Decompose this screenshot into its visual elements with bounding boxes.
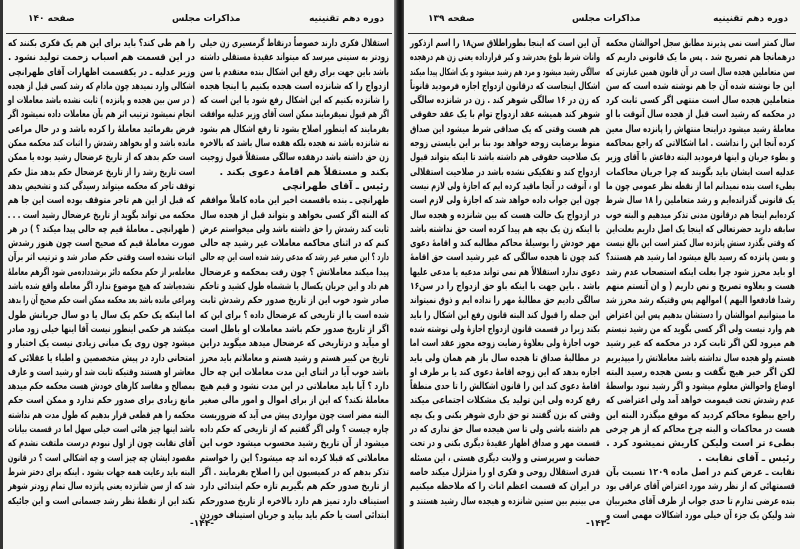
text-line: توقف تاجر که محکمه میتواند رسیدگی کند و تشخیص بدهد <box>7 180 196 192</box>
text-line: سالگی دادیم حق مطالبهٔ مهر را نداده ایم و ذوق نمیتواند <box>410 295 600 307</box>
text-line: هم داشته باشی ولی تا سن هیجده سال حق نداری که در <box>409 424 600 436</box>
text-line: میشود چون روی یک مبانی زیادی نیست یک اختبار و <box>8 338 195 350</box>
text-line: ازدواج را که شانزده است هجده بکنیم یا اینجا هجده <box>200 80 389 92</box>
text-line: بکند و مستقلاً هم اقامهٔ دعوی بکند . <box>219 166 389 178</box>
text-line: استیناف دارد تمیز هم دارد بالاخره از تاریخ صدورحکم <box>200 495 389 507</box>
text-line: محکمه می تواند بگوید از تاریخ عرضحال رشید است . . . <box>7 209 195 221</box>
page-footer-number: -۱۴۳- <box>586 519 610 529</box>
text-line: ازدواج کند و تفکیکی نشده باشد در صلاحیت استقلالی <box>410 166 600 178</box>
text-line: اثبات نشده است وقتی حکم صادر شد و ترتیب اثر برآن <box>7 252 195 264</box>
text-line: مانع زیادی برای صدور حکم ندارد و ممکن است حکم <box>8 395 195 407</box>
text-line: شوهر کند همیشه عقد ازدواج توام با یک عقد حقوقی <box>409 109 600 121</box>
text-line: شد ولیکن یک جزء آن خیلی مورد اشکالات مهمی است و <box>606 509 795 521</box>
text-line: این جمله را قبول کند البته قانون رفع این اشکال را باید <box>409 309 600 321</box>
text-line: منوط برضایت زوجه خواهد بود بنا بر این بایستی زوجه <box>410 138 600 150</box>
text-line: اما اینکه یک حکم یک سال یا دو سال جریانش طول <box>8 309 195 321</box>
text-line: باشد . باین جهت با اینکه باو حق ازدواج را در سن۱۶ <box>410 281 600 293</box>
text-line: معاشر او هستند وقتیکه ثابت شد او رشید است و عارف <box>8 366 195 378</box>
text-line: معامله‌بر از حکم محکمه دائر برشدداده‌می شود اگرهم معاملهٔ <box>7 266 196 278</box>
text-line: زن حق داشته باشد درهفده سالگی مستقلاً قبول زوجیت <box>200 152 389 164</box>
text-line: نه شانزده باشد نه هجده بلکه هفده سال باشد که بالاخره <box>200 138 389 150</box>
text-line: اوضاع واحوالش معلوم میشود و اگر رشید نبود بواسطهٔ <box>605 381 795 393</box>
header-title: مذاکرات مجلس <box>572 14 641 24</box>
text-line: هستم ولو هجده سال نداشته باشد معاملاتش را میپذیریم <box>605 352 795 364</box>
text-line: البته مضر است چون مواردی پیش می آید که ضروریست <box>199 409 389 421</box>
text-line: است تاریخ رشد را از تاریخ عرضحال حکم بدهد مثل حکم <box>7 166 195 178</box>
text-line: کرده آنجا این را نداشت . اما اشکالاتی که راجع بمحاکمه <box>605 138 795 150</box>
text-line: هم میرود لکن اگر ثابت کرد در محکمه که غیر رشید <box>606 338 795 350</box>
text-line: اقامهٔ دعوی کند این را قانون اشکالش را تا حدی منطقاً <box>410 381 600 393</box>
text-line: از تاریخ صدور حکم هم بگیریم تازه حکم ابتدائی دارد <box>200 481 389 493</box>
text-line: راجع ببطوء محاکم کردید که موقع میگذرد البته این <box>606 409 795 421</box>
text-line: دارد ؟ آیا باید معاملاتی در این مدت نشود و قیم هیچ <box>200 381 389 393</box>
text-line: در ازدواج یک حالت هست که بین شانزده و هجده سال <box>410 209 600 221</box>
text-line: سن متعاملین هجده سال است در آن قانون همین عبارتی که <box>605 66 795 78</box>
text-line: حضانت و سرپرستی و ولایت دیگری هستی ، این مسئله <box>409 452 600 464</box>
text-line: سابقه دارید حضرتعالی که اینجا یک اصل داریم بعلت‌این <box>606 223 795 235</box>
text-line: سال کمتر است نمی پذیرند مطابق سجل احوالشان محکمه <box>606 38 795 49</box>
text-line: پیدا میکند معاملاتش ؟ چون رفت بمحکمه و عرضحال <box>199 266 389 278</box>
text-line: دارد ؟ این صغیر غیر رشد که مدعی رشد شده است این چه حالی <box>200 252 389 264</box>
text-line: چون این جواب داده خواهد شد که اجازهٔ ولی لازم است <box>409 195 600 207</box>
text-line: عدلیه است ایشان باید بگویند که چرا جریان محاکمات <box>606 166 795 178</box>
header-page-number: صفحه ۱۴۰ <box>28 14 75 24</box>
text-line: رشدا فادفعوا الیهم ) اموالهم پس وقتیکه رشد محرز شد <box>605 295 795 307</box>
text-line: بمصالح و مفاسد کارهای خودش هست محکمه حکم میدهد <box>7 381 196 393</box>
text-line: در محکمه که رشید است قبل از هجده سال آنوقت با او <box>605 109 795 121</box>
text-line: این جا نوشته شده آن جا هم نوشته شده است که سن <box>605 80 795 92</box>
text-line: صورت معاملهٔ قیم که صحیح است چون هنوز رشدش <box>8 238 195 250</box>
text-line: یک صلاحیت حقوقی هم داشته باشد تا اینکه بتواند قبول <box>410 152 600 164</box>
text-line: بنده عرضی ندارم تا حدی جواب از طرف آقای مخبربیان <box>606 495 795 507</box>
text-line: باشد اینها چیز هائی است خیلی سهل اما در قسمت بیانات <box>7 424 195 436</box>
speaker-heading: رئیس ـ آقای طهرانچی <box>282 180 389 192</box>
text-line: شده است یا از تاریخی که عرضحال داده ؟ برای این که <box>199 309 389 321</box>
text-line: هم وارد نیست ولی اگر کسی بگوید که من رشید نیستم <box>605 323 795 335</box>
text-line: باشد باین جهت برای رفع این اشکال بنده معتقدم یا سن <box>199 66 389 78</box>
text-line: را شانزده بکنیم که این اشکال رفع شود یا این است که <box>199 95 389 107</box>
text-line: آقای نقابت چون از اول نبودم درست ملتفت نشدم که <box>7 438 195 450</box>
text-line: استقلال فکری دارند خصوصاً درنقاط گرمسیری زن خیلی <box>200 38 389 49</box>
text-line: طهرانچی ـ بنده باقسمت اخیر این ماده کاملاً موافقم <box>200 195 389 207</box>
text-line: معاملهٔ نکند؟ که این از برای اموال و امور مالی صغیر <box>200 395 389 407</box>
text-line: میکشد هر حکمی اینطور نیست آقا اینها خیلی زود صادر <box>7 323 195 335</box>
text-line: هست و بعلاوه تصریح و نص داریم ( و ان آنستم منهم <box>606 281 795 293</box>
text-line: بکند زیرا در قسمت قانون ازدواج اجازهٔ ولی نوشته شده <box>409 323 600 335</box>
text-line: خوب اجازهٔ ولی بعلاوهٔ رضایت زوجه مجوز عقد است اما <box>409 338 600 350</box>
header-page-number: صفحه ۱۳۹ <box>428 14 475 24</box>
text-line: محکمه را هم قطعی قرار بدهیم که طول مدت هم نداشته <box>8 409 195 421</box>
text-line: او میآید و درتاریخی که عرضحال میدهد میگوید دراین <box>199 338 389 350</box>
column-left <box>410 37 600 509</box>
text-line: سالگی رشید میشود و مرد هم رشید میشود و یک اشکال پیدا میکند <box>410 66 600 78</box>
text-line: اگر هم قبول نمیفرمایند ممکن است آقای وزیر عدلیه موافقت <box>200 109 389 121</box>
text-line: انجام نمیشود ترتیب اثر هم بآن معاملات داده نمیشود اگر <box>8 109 195 121</box>
text-line: عدم رشدش تحت قیمومت خواهد آمد ولی اعتراضی که <box>606 395 795 407</box>
text-line: ومراعی مانده باشد بعد محکمه ممکن است حکم صحیح آن را بدهد <box>7 295 196 307</box>
text-line: قسمت مهر و صداق اظهار عقیدهٔ دیگری بکنی و در تحت <box>409 438 600 450</box>
text-line: ثابت کند رشدش را حق داشته باشد ولی میخواستم عرض <box>199 223 389 235</box>
text-line: چاره چیست ؟ ولی اگر گفتیم که از تاریخی که حکم داده <box>199 424 389 436</box>
text-line: با اینکه زن یک بچه هم پیدا کرده است حق نداشته باشد <box>410 223 600 235</box>
text-line: زودتر به سنینی میرسد که میتواند عقیدهٔ مستقلی داشته <box>200 52 389 64</box>
text-line: امتحانی دارد در پیش متخصصین و اطباء یا عقلائی که <box>8 352 195 364</box>
text-line: نقابت ـ عرض کنم در اصل ماده ۱۲۰۹ نسبت بآن <box>606 466 795 478</box>
text-line: مقصود ایشان چه چیز است و چه اشکالی است ؟ در قانون <box>7 452 196 464</box>
text-line: ما میتوانیم اموالشان را دستشان بدهیم پس این اعتراض <box>606 309 795 321</box>
text-line: قدری استقلال روحی و فکری او را متزلزل میکند خاصه <box>409 466 600 478</box>
text-line: او ، آنوقت در آنجا ماقید کرده ایم که اجازهٔ ولی لازم نیست <box>410 180 600 192</box>
text-line: او باید محرز شود چرا بعلت اینکه استصحاب عدم رشد <box>606 266 795 278</box>
text-line: هم داد و این جریان یکسال یا ششماه طول کشید و تاحکم <box>199 281 389 293</box>
header-title: مذاکرات مجلس <box>172 14 241 24</box>
text-line: معاملهٔ رشید میشود دراینجا منتهاش را پانزده سال معین <box>605 123 795 135</box>
text-line: و بطوء جریان و اینها فرمودید البته دفاعش با آقای وزیر <box>605 152 795 164</box>
text-line: کرده‌ایم اینجا هم درقانون مدنی تذکر میدهیم و البته خوب <box>605 209 795 221</box>
text-line: آن این است که اینجا بطوراطلاق سن۱۸ را اسم ازذکور <box>409 38 600 49</box>
text-line: رفع کرده ولی این تولید یک مشکلات اجتماعی میکند <box>410 395 600 407</box>
text-line: وقتی که بزن گفتند تو حق داری شوهر بکنی و یک بچه <box>410 409 600 421</box>
text-line: نکند این از نقطهٔ نظر رشد جسمانی است و این جائیکه <box>7 495 196 507</box>
text-line: تاریخ من کبیر هستم و رشید هستم و معاملاتم باید محرز <box>199 352 389 364</box>
text-line: که قبل از این هم تاجر متوقف بوده است این جا هم <box>7 195 196 207</box>
page-edge <box>0 0 3 549</box>
text-line: درهمانجا هم تصریح شد . پس ما یک قانونی داریم که <box>605 52 795 64</box>
right-page <box>404 0 800 549</box>
speaker-heading: وزیر عدلیه ـ در یکقسمت اظهارات آقای طهرانچی <box>8 66 196 78</box>
text-line: هم هست وقتی که یک صداقی شرط میشود این صداق <box>410 123 600 135</box>
text-line: در این قسمت هم اسباب زحمت تولید نشود . <box>7 52 195 64</box>
text-line: مانده باشد و او بخواهد رشدش را اثبات کند محکمه ممکن <box>7 138 195 150</box>
text-line: قسمتهائی که از نظر رشد مورد اعتراض آقای عراقی بود <box>606 481 795 493</box>
text-line: میشود از آن تاریخ رشید محسوب میشود خوب این <box>199 438 389 450</box>
column-left <box>8 37 195 509</box>
speaker-heading: رئیس ـ آقای نقابت . <box>698 452 795 464</box>
text-line: می بینیم بین سنین شانزده و هیجده سال رشید هستند و <box>409 495 600 507</box>
text-line: متعاملین هجده سال است منتهی اگر کسی ثابت کرد <box>605 95 795 107</box>
text-line: کند چون تا هجده سالگی که غیر رشید است حق اقامهٔ <box>409 252 600 264</box>
text-line: که البته اگر کسی بخواهد و بتواند قبل از هجده سال <box>200 209 389 221</box>
text-line: نشده‌باشد که هیچ موضوع ندارد اگر معامله واقع شده باشد <box>8 281 195 293</box>
text-line: ابتدائی است یا حکم باید بیاید و جریان استیناف خوردن <box>200 509 389 521</box>
text-line: بطیء است بنده نمیدانم اما از نقطه نظر عمومی چون ما <box>605 180 795 192</box>
text-line: بطیء تر است ولیکن کاریش نمیشود کرد . <box>606 438 795 450</box>
left-page <box>0 0 396 549</box>
text-line: باشد خوب آیا در اثنای این مدت معاملات این چه حال <box>200 366 389 378</box>
text-line: کنم که در اثنای محاکمه معاملات غیر رشید چه حالی <box>200 238 389 250</box>
text-line: اگر از تاریخ صدور حکم باشد معاملات او باطل است <box>199 323 389 335</box>
text-line: لکن اگر خبر هیچ نگفت و بسن هجده رسید البته <box>606 366 795 378</box>
text-line: و بسن پانزده که رسید بالغ میشود اما رشید هم هستند؟ <box>605 252 795 264</box>
text-line: را هم طی کند؟ باید برای این هم یک فکری بکنند که <box>8 38 195 49</box>
text-line: که وقتی بگذرد سنش پانزده سال کمتر است این بالغ نیست <box>606 238 795 250</box>
text-line: واناث شرط بلوغ بحدرشد و کبر قرارداده یعنی زن هم درهجده <box>410 52 600 64</box>
text-line: فرض بفرمائید معاملهٔ را کرده باشد و در حال مراعی <box>8 123 195 135</box>
text-line: در مطالبهٔ صداق تا هجده سال باز هم همان ولی باید <box>409 352 600 364</box>
text-line: یک قانونی گذرانده‌ایم و رشد متعاملین را ۱۸ سال شرط <box>605 195 795 207</box>
text-line: معاملاتی که قبلا کرده اند چه میشود؟ این را خواستم <box>199 452 389 464</box>
text-line: ( در سن بین هجده و پانزده ) ثابت نشده باشد معاملات او <box>7 95 196 107</box>
text-line: شد که از سن شانزده یعنی پانزده سال تمام زودتر شوهر <box>8 481 195 493</box>
text-line: مهر خودش را بوسیلهٔ محاکم مطالبه کند و اقامهٔ دعوی <box>410 238 600 250</box>
text-line: صادر شود خوب این از تاریخ صدور حکم رشدش ثابت <box>200 295 389 307</box>
header-session: دوره دهم تقنینیه <box>713 14 788 24</box>
text-line: ( طهرانچی ـ معاملهٔ قیم چه حالی پیدا میکند ؟ ) در هر <box>8 223 195 235</box>
header-rule <box>6 33 392 34</box>
text-line: که زن در ۱۶ سالگی شوهر کند . زن در شانزده سالگی <box>410 95 601 107</box>
text-line: دعوی ندارد استقلالاً هم نمی تواند مدعیه یا مدعی علیها <box>409 266 600 278</box>
text-line: اشکال اینجاست که درقانون ازدواج اجازه فرمودید قانوناً <box>410 80 600 92</box>
text-line: البته باید رعایت همه جهات بشود . اینکه برای دختر شرط <box>7 466 195 478</box>
text-line: در ایران که قسمت اعظم اناث را که ملاحظه میکنیم <box>409 481 600 493</box>
text-line: تذکر بدهم که در کمیسیون این را اصلاح بفرمایند . اگر <box>200 466 389 478</box>
text-line: است حکم بدهد که از تاریخ عرضحال رشید بوده یا ممکن <box>7 152 195 164</box>
text-line: هست در محاکمات و البته چرخ محاکم که از هر چرخی <box>605 424 795 436</box>
page-footer-number: -۱۴۴- <box>190 519 214 529</box>
text-line: اشکالی وارد نمیدهد چون مادام که رشد کسی قبل از هجده <box>7 80 195 92</box>
text-line: اجازه بدهد که این زوجه اقامهٔ دعوی کند یا بر طرف او <box>410 366 600 378</box>
header-rule <box>408 33 796 34</box>
text-line: بفرمایند که اینطور اصلاح بشود تا رفع اشکال هم بشود <box>200 123 389 135</box>
header-session: دوره دهم تقنینیه <box>309 14 384 24</box>
column-right <box>606 37 795 523</box>
column-right <box>200 37 389 523</box>
